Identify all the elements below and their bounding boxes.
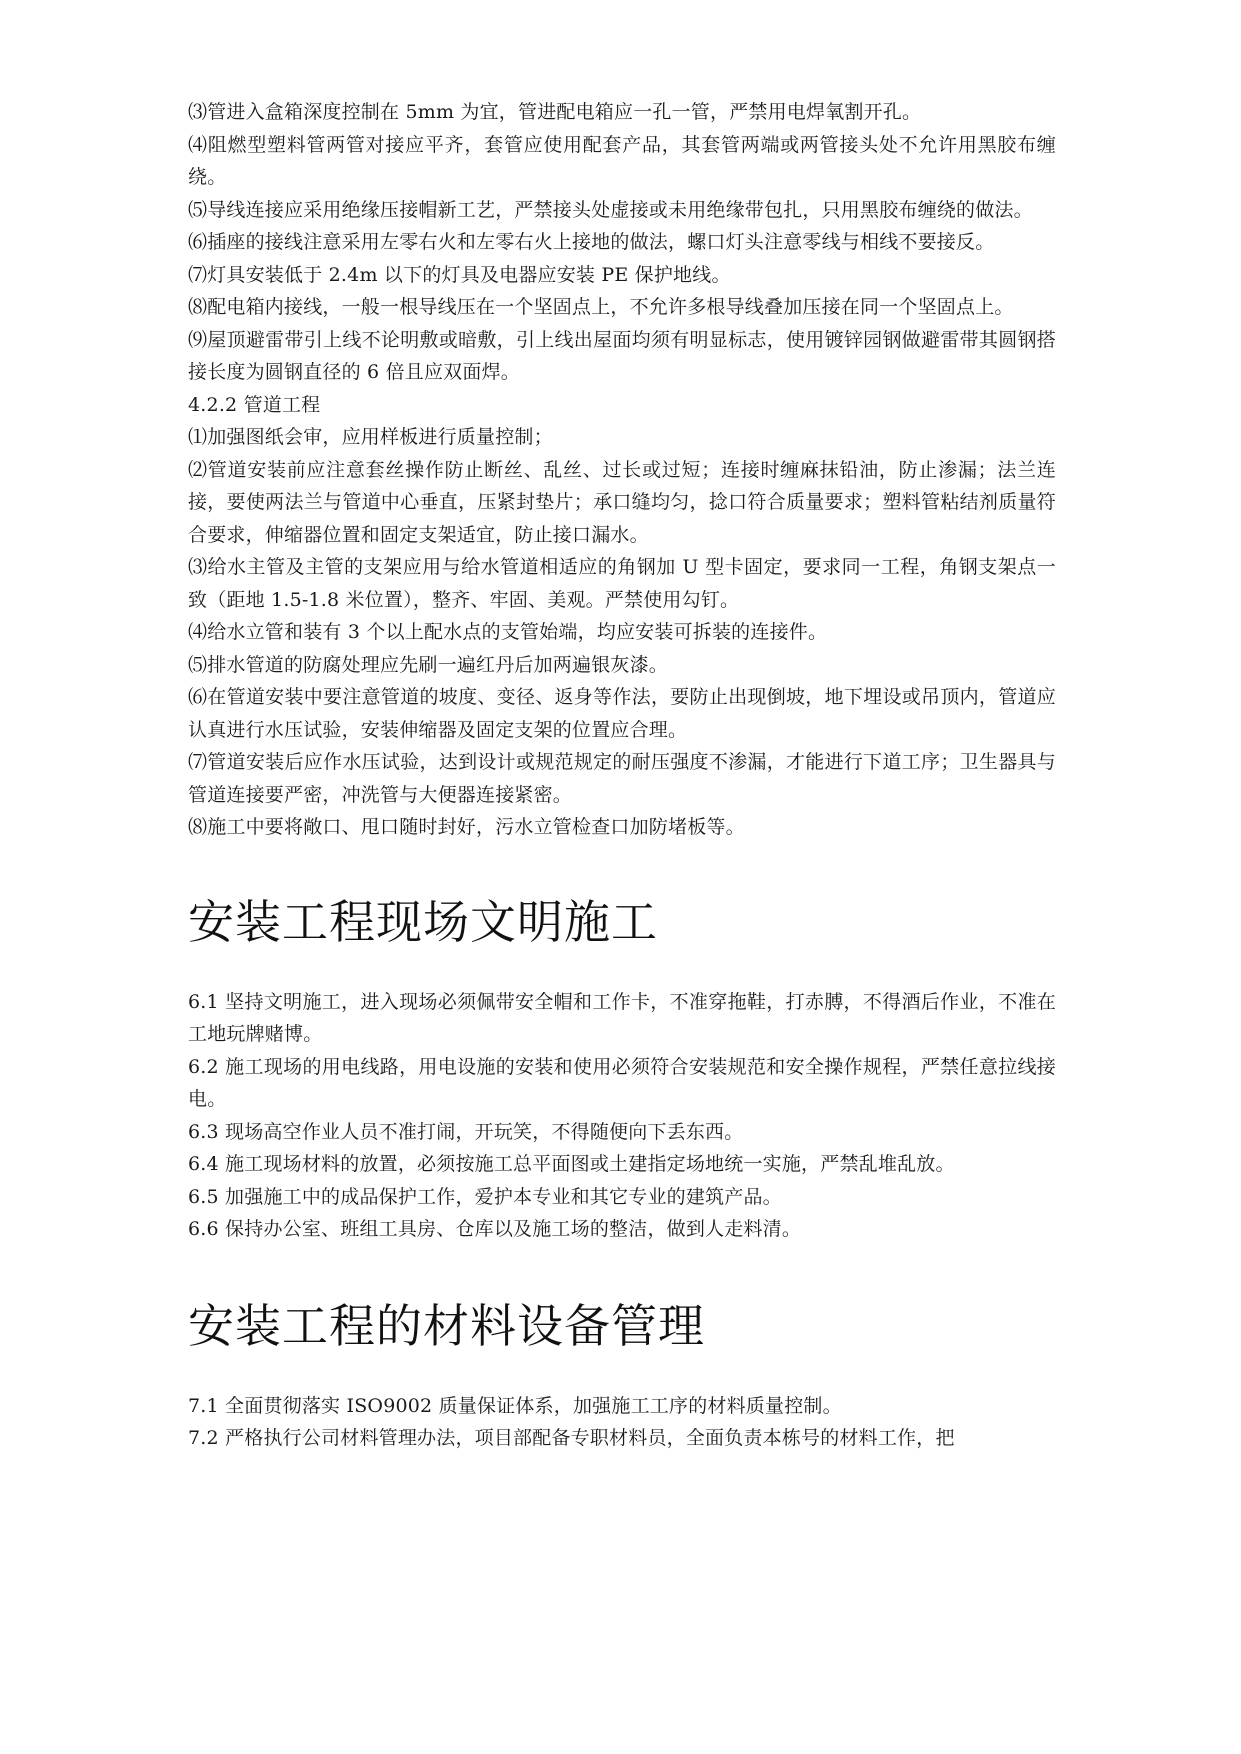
list-item: ⑸排水管道的防腐处理应先刷一遍红丹后加两遍银灰漆。 xyxy=(188,653,669,676)
list-item: 6.6 保持办公室、班组工具房、仓库以及施工场的整洁，做到人走料清。 xyxy=(188,1218,802,1240)
list-item: ⑵管道安装前应注意套丝操作防止断丝、乱丝、过长或过短；连接时缠麻抹铅油，防止渗漏；法兰连接，要使两法兰与管道中心垂直，压紧封垫片；承口缝均匀，捻口符合质量要求；塑料管粘结剂质量符合要求，伸缩器位置和固定支架适宜，防止接口漏水。 xyxy=(188,458,1056,546)
list-item: 6.1 坚持文明施工，进入现场必须佩带安全帽和工作卡，不准穿拖鞋，打赤膊，不得酒后作业，不准在工地玩牌赌博。 xyxy=(188,990,1056,1045)
list-item: ⑼屋顶避雷带引上线不论明敷或暗敷，引上线出屋面均须有明显标志，使用镀锌园钢做避雷带其圆钢搭接长度为圆钢直径的 6 倍且应双面焊。 xyxy=(188,328,1056,383)
list-item: ⑺管道安装后应作水压试验，达到设计或规范规定的耐压强度不渗漏，才能进行下道工序；卫生器具与管道连接要严密，冲洗管与大便器连接紧密。 xyxy=(188,751,1056,806)
list-item: ⑹在管道安装中要注意管道的坡度、变径、返身等作法，要防止出现倒坡，地下埋设或吊顶内，管道应认真进行水压试验，安装伸缩器及固定支架的位置应合理。 xyxy=(188,686,1056,741)
section-title-civil-construction: 安装工程现场文明施工 xyxy=(188,894,658,949)
list-item: ⑸导线连接应采用绝缘压接帽新工艺，严禁接头处虚接或未用绝缘带包扎，只用黑胶布缠绕的做法。 xyxy=(188,198,1033,221)
list-item: 6.2 施工现场的用电线路，用电设施的安装和使用必须符合安装规范和安全操作规程，严禁任意拉线接电。 xyxy=(188,1055,1056,1110)
list-item: ⑻配电箱内接线，一般一根导线压在一个坚固点上，不允许多根导线叠加压接在同一个坚固点上。 xyxy=(188,296,1014,318)
list-item: 6.3 现场高空作业人员不准打闹，开玩笑，不得随便向下丢东西。 xyxy=(188,1120,744,1143)
list-item: 7.1 全面贯彻落实 ISO9002 质量保证体系，加强施工工序的材料质量控制。 xyxy=(188,1394,842,1417)
list-item: ⑴加强图纸会审，应用样板进行质量控制； xyxy=(188,426,553,448)
list-item: ⑹插座的接线注意采用左零右火和左零右火上接地的做法，螺口灯头注意零线与相线不要接反。 xyxy=(188,231,995,253)
list-item: ⑶管进入盒箱深度控制在 5mm 为宜，管进配电箱应一孔一管，严禁用电焊氧割开孔。 xyxy=(188,101,922,123)
civil-construction-list xyxy=(188,986,1056,1246)
list-item: 7.2 严格执行公司材料管理办法，项目部配备专职材料员，全面负责本栋号的材料工作，把 xyxy=(188,1427,955,1449)
list-item: ⑻施工中要将敞口、甩口随时封好，污水立管检查口加防堵板等。 xyxy=(188,816,745,838)
page-content xyxy=(188,96,1056,1455)
list-item: 6.5 加强施工中的成品保护工作，爱护本专业和其它专业的建筑产品。 xyxy=(188,1185,782,1208)
section-title-material-management: 安装工程的材料设备管理 xyxy=(188,1298,705,1353)
list-item: ⑺灯具安装低于 2.4m 以下的灯具及电器应安装 PE 保护地线。 xyxy=(188,263,731,286)
subsection-heading: 4.2.2 管道工程 xyxy=(188,393,321,416)
list-item: ⑶给水主管及主管的支架应用与给水管道相适应的角钢加 U 型卡固定，要求同一工程，角钢支架点一致（距地 1.5-1.8 米位置），整齐、牢固、美观。严禁使用勾钉。 xyxy=(188,556,1056,611)
electrical-quality-list xyxy=(188,96,1056,844)
list-item: 6.4 施工现场材料的放置，必须按施工总平面图或土建指定场地统一实施，严禁乱堆乱放。 xyxy=(188,1153,955,1175)
list-item: ⑷阻燃型塑料管两管对接应平齐，套管应使用配套产品，其套管两端或两管接头处不允许用黑胶布缠绕。 xyxy=(188,133,1056,188)
material-management-list xyxy=(188,1390,1056,1455)
list-item: ⑷给水立管和装有 3 个以上配水点的支管始端，均应安装可拆装的连接件。 xyxy=(188,621,828,643)
